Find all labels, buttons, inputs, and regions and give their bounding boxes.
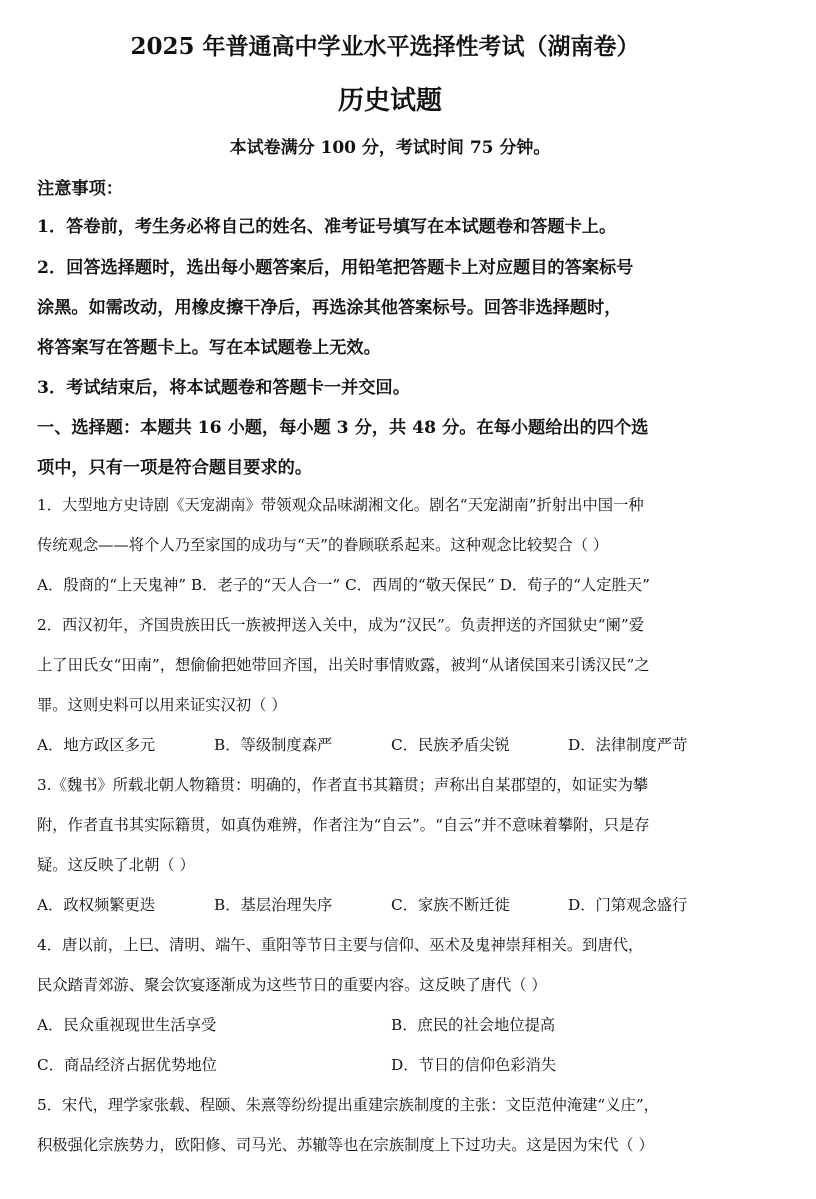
question-3-line-2: 附，作者直书其实际籍贯，如真伪难辨，作者注为“自云”。“自云”并不意味着攀附，只是存 xyxy=(37,816,650,834)
question-5-line-1: 5．宋代，理学家张载、程颐、朱熹等纷纷提出重建宗族制度的主张：文臣范仲淹建“义庄”， xyxy=(37,1096,659,1114)
question-3-option-c: C．家族不断迁徙 xyxy=(391,896,510,914)
exam-title: 2025 年普通高中学业水平选择性考试（湖南卷） xyxy=(130,33,640,60)
notice-item-2-line-3: 将答案写在答题卡上。写在本试题卷上无效。 xyxy=(37,338,381,358)
question-4-option-b: B．庶民的社会地位提高 xyxy=(391,1016,556,1034)
question-3-option-a: A．政权频繁更迭 xyxy=(37,896,156,914)
question-4-option-d: D．节日的信仰色彩消失 xyxy=(391,1056,557,1074)
question-2-option-b: B．等级制度森严 xyxy=(214,736,333,754)
question-2-line-1: 2．西汉初年，齐国贵族田氏一族被押送入关中，成为“汉民”。负责押送的齐国狱史“阑”爱 xyxy=(37,616,644,634)
exam-info: 本试卷满分 100 分，考试时间 75 分钟。 xyxy=(229,138,551,158)
question-2-line-3: 罪。这则史料可以用来证实汉初（ ） xyxy=(37,696,287,714)
notice-item-2-line-1: 2．回答选择题时，选出每小题答案后，用铅笔把答题卡上对应题目的答案标号 xyxy=(37,258,634,278)
question-4-line-1: 4．唐以前，上巳、清明、端午、重阳等节日主要与信仰、巫术及鬼神崇拜相关。到唐代， xyxy=(37,936,644,954)
question-1-options: A．殷商的“上天鬼神” B．老子的“天人合一” C．西周的“敬天保民” D．荀子的“人定胜天” xyxy=(37,576,650,594)
question-3-option-d: D．门第观念盛行 xyxy=(568,896,688,914)
notice-item-2-line-2: 涂黑。如需改动，用橡皮擦干净后，再选涂其他答案标号。回答非选择题时， xyxy=(37,298,622,318)
question-3-line-1: 3.《魏书》所载北朝人物籍贯：明确的，作者直书其籍贯；声称出自某郡望的，如证实为攀 xyxy=(37,776,649,794)
question-3-line-3: 疑。这反映了北朝（ ） xyxy=(37,856,195,874)
section-heading-line-1: 一、选择题：本题共 16 小题，每小题 3 分，共 48 分。在每小题给出的四个选 xyxy=(37,418,649,438)
question-3-option-b: B．基层治理失序 xyxy=(214,896,333,914)
question-4-option-c: C．商品经济占据优势地位 xyxy=(37,1056,217,1074)
question-4-option-a: A．民众重视现世生活享受 xyxy=(37,1016,217,1034)
question-5-line-2: 积极强化宗族势力，欧阳修、司马光、苏辙等也在宗族制度上下过功夫。这是因为宋代（ ） xyxy=(37,1136,654,1154)
notice-heading: 注意事项： xyxy=(37,179,123,199)
notice-item-3: 3．考试结束后，将本试题卷和答题卡一并交回。 xyxy=(37,378,410,398)
question-2-option-c: C．民族矛盾尖锐 xyxy=(391,736,510,754)
question-1-line-1: 1．大型地方史诗剧《天宠湖南》带领观众品味湖湘文化。剧名“天宠湖南”折射出中国一种 xyxy=(37,496,644,514)
question-2-line-2: 上了田氏女“田南”，想偷偷把她带回齐国，出关时事情败露，被判“从诸侯国来引诱汉民”之 xyxy=(37,656,650,674)
section-heading-line-2: 项中，只有一项是符合题目要求的。 xyxy=(37,458,313,478)
question-2-option-a: A．地方政区多元 xyxy=(37,736,156,754)
notice-item-1: 1．答卷前，考生务必将自己的姓名、准考证号填写在本试题卷和答题卡上。 xyxy=(37,217,617,237)
subject-title: 历史试题 xyxy=(337,86,442,116)
question-1-line-2: 传统观念——将个人乃至家国的成功与“天”的眷顾联系起来。这种观念比较契合（ ） xyxy=(37,536,609,554)
question-4-line-2: 民众踏青郊游、聚会饮宴逐渐成为这些节日的重要内容。这反映了唐代（ ） xyxy=(37,976,547,994)
question-2-option-d: D．法律制度严苛 xyxy=(568,736,688,754)
